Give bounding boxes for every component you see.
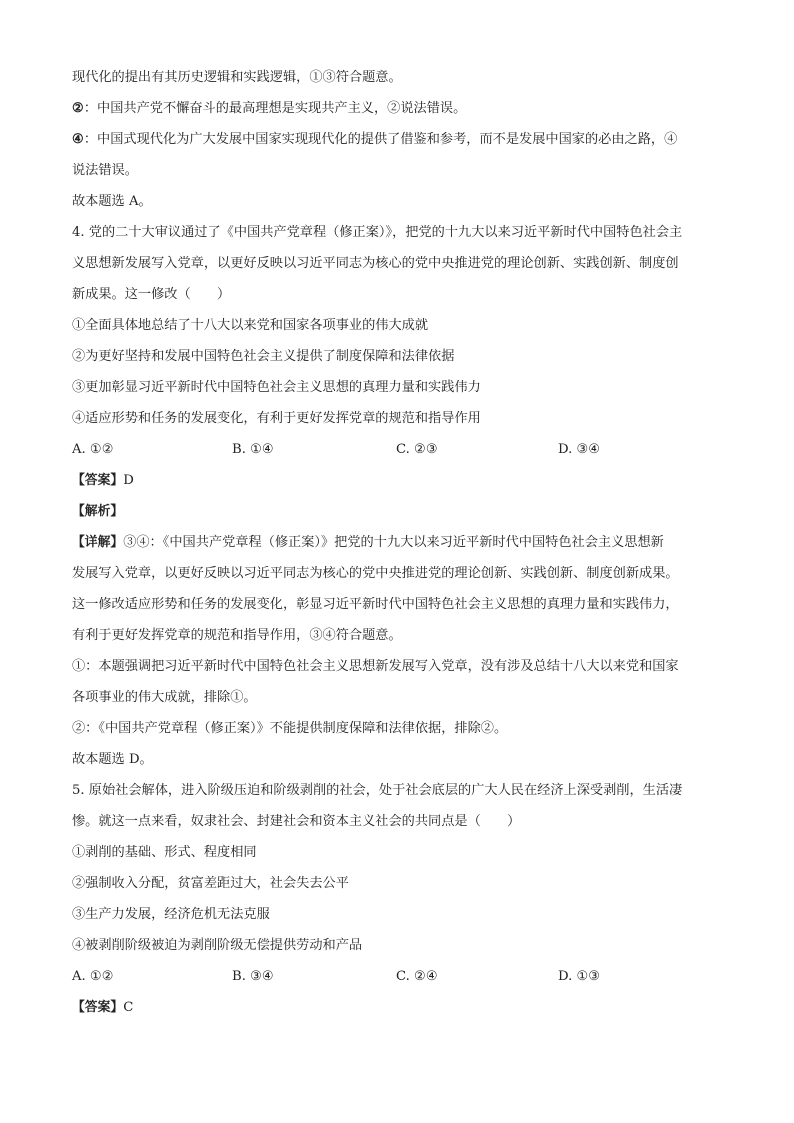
q4-item: ④适应形势和任务的发展变化，有利于更好发挥党章的规范和指导作用	[72, 411, 481, 426]
answer-label: 【答案】	[72, 473, 124, 488]
detail-label: 【详解】	[72, 535, 124, 550]
intro-line-4: 说法错误。	[72, 163, 138, 178]
q4-item: ③更加彰显习近平新时代中国特色社会主义思想的真理力量和实践伟力	[72, 380, 481, 395]
document-page	[72, 62, 732, 1023]
q4-stem-line: 新成果。这一修改（ ）	[72, 287, 231, 302]
q4-detail-line: 这一修改适应形势和任务的发展变化，彰显习近平新时代中国特色社会主义思想的真理力量和实践伟力，	[72, 597, 679, 612]
q4-analysis	[72, 496, 732, 527]
intro-text: ：中国式现代化为广大发展中国家实现现代化的提供了借鉴和参考，而不是发展中国家的必由之路，④	[83, 132, 678, 147]
intro-text: ：中国共产党不懈奋斗的最高理想是实现共产主义，②说法错误。	[83, 101, 467, 116]
q5-option-c: C. ②④	[396, 969, 438, 984]
answer-label: 【答案】	[72, 1000, 124, 1015]
q4-detail-line	[72, 527, 732, 558]
q4-option-b: B. ①④	[232, 442, 274, 457]
q4-answer	[72, 465, 732, 496]
q4-conclusion: 故本题选 D。	[72, 752, 153, 767]
q5-answer	[72, 992, 732, 1023]
q4-item: ②为更好坚持和发展中国特色社会主义提供了制度保障和法律依据	[72, 349, 455, 364]
q4-detail-line: ②：《中国共产党章程（修正案）》不能提供制度保障和法律依据，排除②。	[72, 721, 508, 736]
q5-stem-line: 5. 原始社会解体，进入阶级压迫和阶级剥削的社会，处于社会底层的广大人民在经济上深受剥削，生活凄	[72, 783, 683, 798]
q5-option-d: D. ①③	[558, 969, 601, 984]
q5-item: ①剥削的基础、形式、程度相同	[72, 845, 257, 860]
circled-number: ④	[72, 132, 84, 147]
q4-option-c: C. ②③	[396, 442, 438, 457]
q5-item: ④被剥削阶级被迫为剥削阶级无偿提供劳动和产品	[72, 938, 363, 953]
q5-option-a: A. ①②	[72, 969, 114, 984]
q4-stem-line: 义思想新发展写入党章，以更好反映以习近平同志为核心的党中央推进党的理论创新、实践创新、制度创	[72, 256, 679, 271]
q4-item: ①全面具体地总结了十八大以来党和国家各项事业的伟大成就	[72, 318, 429, 333]
q5-stem-line: 惨。就这一点来看，奴隶社会、封建社会和资本主义社会的共同点是（ ）	[72, 814, 521, 829]
detail-text: ③④：《中国共产党章程（修正案）》把党的十九大以来习近平新时代中国特色社会主义思想新	[123, 535, 664, 550]
q4-option-d: D. ③④	[558, 442, 601, 457]
q4-options	[72, 434, 732, 465]
analysis-label: 【解析】	[72, 504, 124, 519]
q5-option-b: B. ③④	[232, 969, 274, 984]
q5-item: ③生产力发展，经济危机无法克服	[72, 907, 270, 922]
q4-detail-line: 有利于更好发挥党章的规范和指导作用，③④符合题意。	[72, 628, 402, 643]
answer-value: C	[123, 1000, 134, 1015]
q4-stem-line: 4. 党的二十大审议通过了《中国共产党章程（修正案）》，把党的十九大以来习近平新时代中国特色社会主	[72, 225, 683, 240]
intro-line-2	[72, 93, 732, 124]
q4-detail-line: 各项事业的伟大成就，排除①。	[72, 690, 257, 705]
q4-option-a: A. ①②	[72, 442, 114, 457]
intro-conclusion: 故本题选 A。	[72, 194, 152, 209]
circled-number: ②	[72, 101, 84, 116]
q4-detail-line: 发展写入党章，以更好反映以习近平同志为核心的党中央推进党的理论创新、实践创新、制度创新成果。	[72, 566, 679, 581]
intro-line-3	[72, 124, 732, 155]
answer-value: D	[123, 473, 134, 488]
q4-detail-line: ①：本题强调把习近平新时代中国特色社会主义思想新发展写入党章，没有涉及总结十八大以来党和国家	[72, 659, 679, 674]
q5-options	[72, 961, 732, 992]
q5-item: ②强制收入分配，贫富差距过大，社会失去公平	[72, 876, 349, 891]
intro-line-1: 现代化的提出有其历史逻辑和实践逻辑，①③符合题意。	[72, 70, 402, 85]
